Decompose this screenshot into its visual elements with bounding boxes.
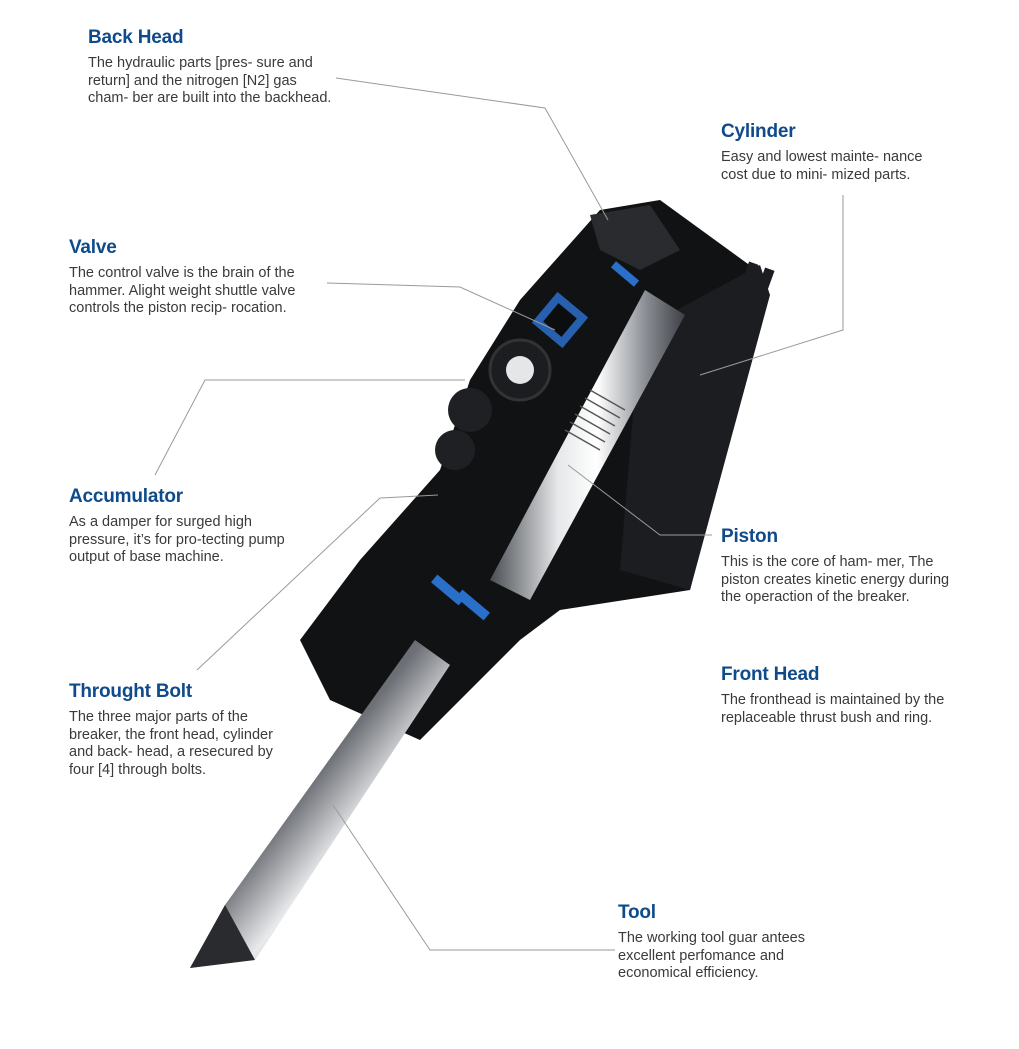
leader-tool [333, 805, 615, 950]
leader-accumulator [155, 380, 465, 475]
callout-title: Throught Bolt [69, 681, 192, 702]
callout-front-head [721, 664, 991, 727]
callout-title: Valve [69, 237, 117, 258]
callout-text: This is the core of ham- mer, The piston creates kinetic energy during the operaction of the breaker. [721, 554, 950, 605]
callout-text: The control valve is the brain of the hammer. Alight weight shuttle valve controls the piston recip- rocation. [69, 265, 296, 316]
breaker-housing [300, 200, 775, 740]
callout-text: As a damper for surged high pressure, it’s for pro-tecting pump output of base machine. [69, 514, 285, 565]
callout-text: The three major parts of the breaker, the front head, cylinder and back- head, a resecured by four [4] through bolts. [69, 709, 273, 778]
callout-cylinder [721, 121, 991, 184]
callout-text: The working tool guar antees excellent perfomance and economical efficiency. [618, 930, 805, 981]
callout-throught-bolt [69, 681, 339, 779]
callout-valve [69, 237, 339, 318]
callout-text: Easy and lowest mainte- nance cost due to mini- mized parts. [721, 149, 923, 183]
callout-title: Front Head [721, 664, 820, 685]
callout-back-head [88, 27, 358, 108]
callout-title: Tool [618, 902, 656, 923]
callout-accumulator [69, 486, 339, 567]
leader-back-head [336, 78, 608, 220]
callout-title: Cylinder [721, 121, 796, 142]
callout-piston [721, 526, 991, 607]
callout-text: The fronthead is maintained by the replaceable thrust bush and ring. [721, 692, 945, 726]
callout-title: Piston [721, 526, 778, 547]
callout-title: Back Head [88, 27, 184, 48]
callout-title: Accumulator [69, 486, 183, 507]
callout-tool [618, 902, 888, 983]
callout-text: The hydraulic parts [pres- sure and return] and the nitrogen [N2] gas cham- ber are built into the backhead. [88, 55, 332, 106]
